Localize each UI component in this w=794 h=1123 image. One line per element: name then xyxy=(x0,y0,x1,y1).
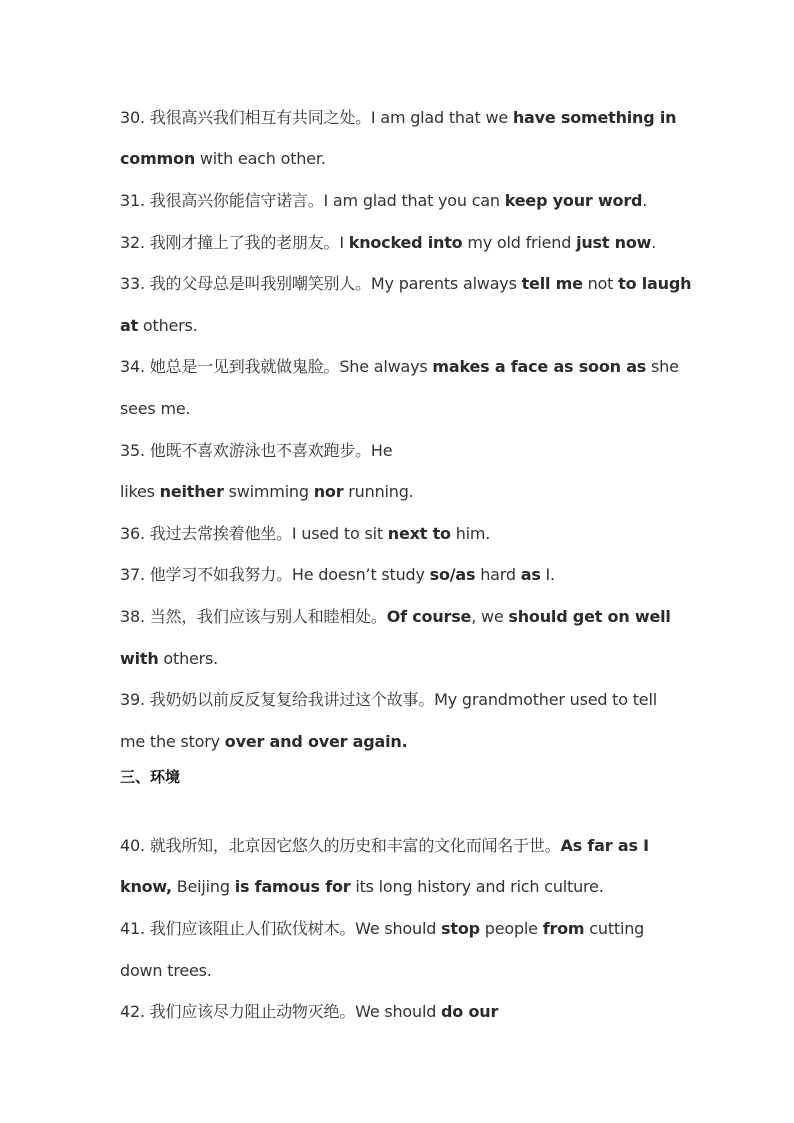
text-run: 36. 我过去常挨着他坐。I used to sit xyxy=(120,524,388,543)
bold-phrase: just now xyxy=(576,233,652,252)
bold-phrase: next to xyxy=(387,524,451,543)
text-run: 31. 我很高兴你能信守诺言。I am glad that you can xyxy=(120,191,505,210)
text-line xyxy=(120,833,680,859)
text-line xyxy=(120,916,680,942)
text-run: not xyxy=(582,274,619,293)
bold-phrase: should get on well xyxy=(508,607,671,626)
text-run: 40. 就我所知，北京因它悠久的历史和丰富的文化而闻名于世。 xyxy=(120,836,561,855)
text-line xyxy=(120,438,680,464)
text-line xyxy=(120,230,680,256)
bold-phrase: from xyxy=(542,919,585,938)
bold-phrase: nor xyxy=(313,482,344,501)
text-run: others. xyxy=(138,316,198,335)
bold-phrase: keep your word xyxy=(504,191,643,210)
text-line xyxy=(120,479,680,505)
bold-phrase: have something in xyxy=(512,108,677,127)
text-run: 30. 我很高兴我们相互有共同之处。I am glad that we xyxy=(120,108,513,127)
text-line xyxy=(120,958,680,984)
text-line xyxy=(120,521,680,547)
text-line xyxy=(120,146,680,172)
bold-phrase: knocked into xyxy=(348,233,463,252)
text-line xyxy=(120,354,680,380)
text-run: 34. 她总是一见到我就做鬼脸。She always xyxy=(120,357,433,376)
text-run: others. xyxy=(158,649,219,668)
text-line xyxy=(120,999,680,1025)
text-run: 41. 我们应该阻止人们砍伐树木。We should xyxy=(120,919,442,938)
text-run: its long history and rich culture. xyxy=(350,877,604,896)
bold-phrase: stop xyxy=(441,919,480,938)
text-line xyxy=(120,313,680,339)
text-line xyxy=(120,271,692,297)
text-run: running. xyxy=(343,482,414,501)
bold-phrase: as xyxy=(520,565,541,584)
text-run: cutting xyxy=(584,919,645,938)
text-line xyxy=(120,646,680,672)
text-line xyxy=(120,874,680,900)
bold-phrase: with xyxy=(120,649,159,668)
bold-phrase: makes a face as soon as xyxy=(432,357,647,376)
text-run: . xyxy=(651,233,657,252)
text-run: 33. 我的父母总是叫我别嘲笑别人。My parents always xyxy=(120,274,522,293)
text-run: 35. 他既不喜欢游泳也不喜欢跑步。He xyxy=(120,441,393,460)
text-line xyxy=(120,687,680,713)
bold-phrase: over and over again. xyxy=(224,732,408,751)
text-run: 42. 我们应该尽力阻止动物灭绝。We should xyxy=(120,1002,442,1021)
bold-phrase: so/as xyxy=(429,565,476,584)
bold-phrase: do our xyxy=(441,1002,499,1021)
text-line xyxy=(120,562,680,588)
text-run: , we xyxy=(471,607,509,626)
bold-phrase: to laugh xyxy=(618,274,692,293)
text-line xyxy=(120,729,680,755)
bold-phrase: Of course xyxy=(386,607,472,626)
text-run: . xyxy=(642,191,648,210)
bold-phrase: common xyxy=(120,149,196,168)
text-line xyxy=(120,105,680,131)
text-run: hard xyxy=(475,565,521,584)
text-line xyxy=(120,604,680,630)
text-run: 39. 我奶奶以前反反复复给我讲过这个故事。My grandmother used to tell xyxy=(120,690,657,709)
text-run: she xyxy=(646,357,679,376)
text-line xyxy=(120,188,680,214)
section-heading: 三、环境 xyxy=(120,768,181,786)
text-run: 37. 他学习不如我努力。He doesn’t study xyxy=(120,565,430,584)
text-run: people xyxy=(479,919,543,938)
bold-phrase: neither xyxy=(159,482,224,501)
bold-phrase: know, xyxy=(120,877,172,896)
text-run: down trees. xyxy=(120,961,212,980)
text-run: him. xyxy=(450,524,491,543)
text-run: my old friend xyxy=(462,233,577,252)
text-run: Beijing xyxy=(171,877,235,896)
text-run: 38. 当然，我们应该与别人和睦相处。 xyxy=(120,607,387,626)
text-run: 32. 我刚才撞上了我的老朋友。I xyxy=(120,233,349,252)
bold-phrase: As far as I xyxy=(560,836,649,855)
text-run: with each other. xyxy=(195,149,326,168)
text-run: likes xyxy=(120,482,160,501)
bold-phrase: tell me xyxy=(521,274,583,293)
text-run: swimming xyxy=(223,482,314,501)
bold-phrase: is famous for xyxy=(234,877,351,896)
text-line xyxy=(120,396,680,422)
text-run: sees me. xyxy=(120,399,191,418)
text-run: I. xyxy=(540,565,555,584)
text-run: me the story xyxy=(120,732,225,751)
bold-phrase: at xyxy=(120,316,139,335)
